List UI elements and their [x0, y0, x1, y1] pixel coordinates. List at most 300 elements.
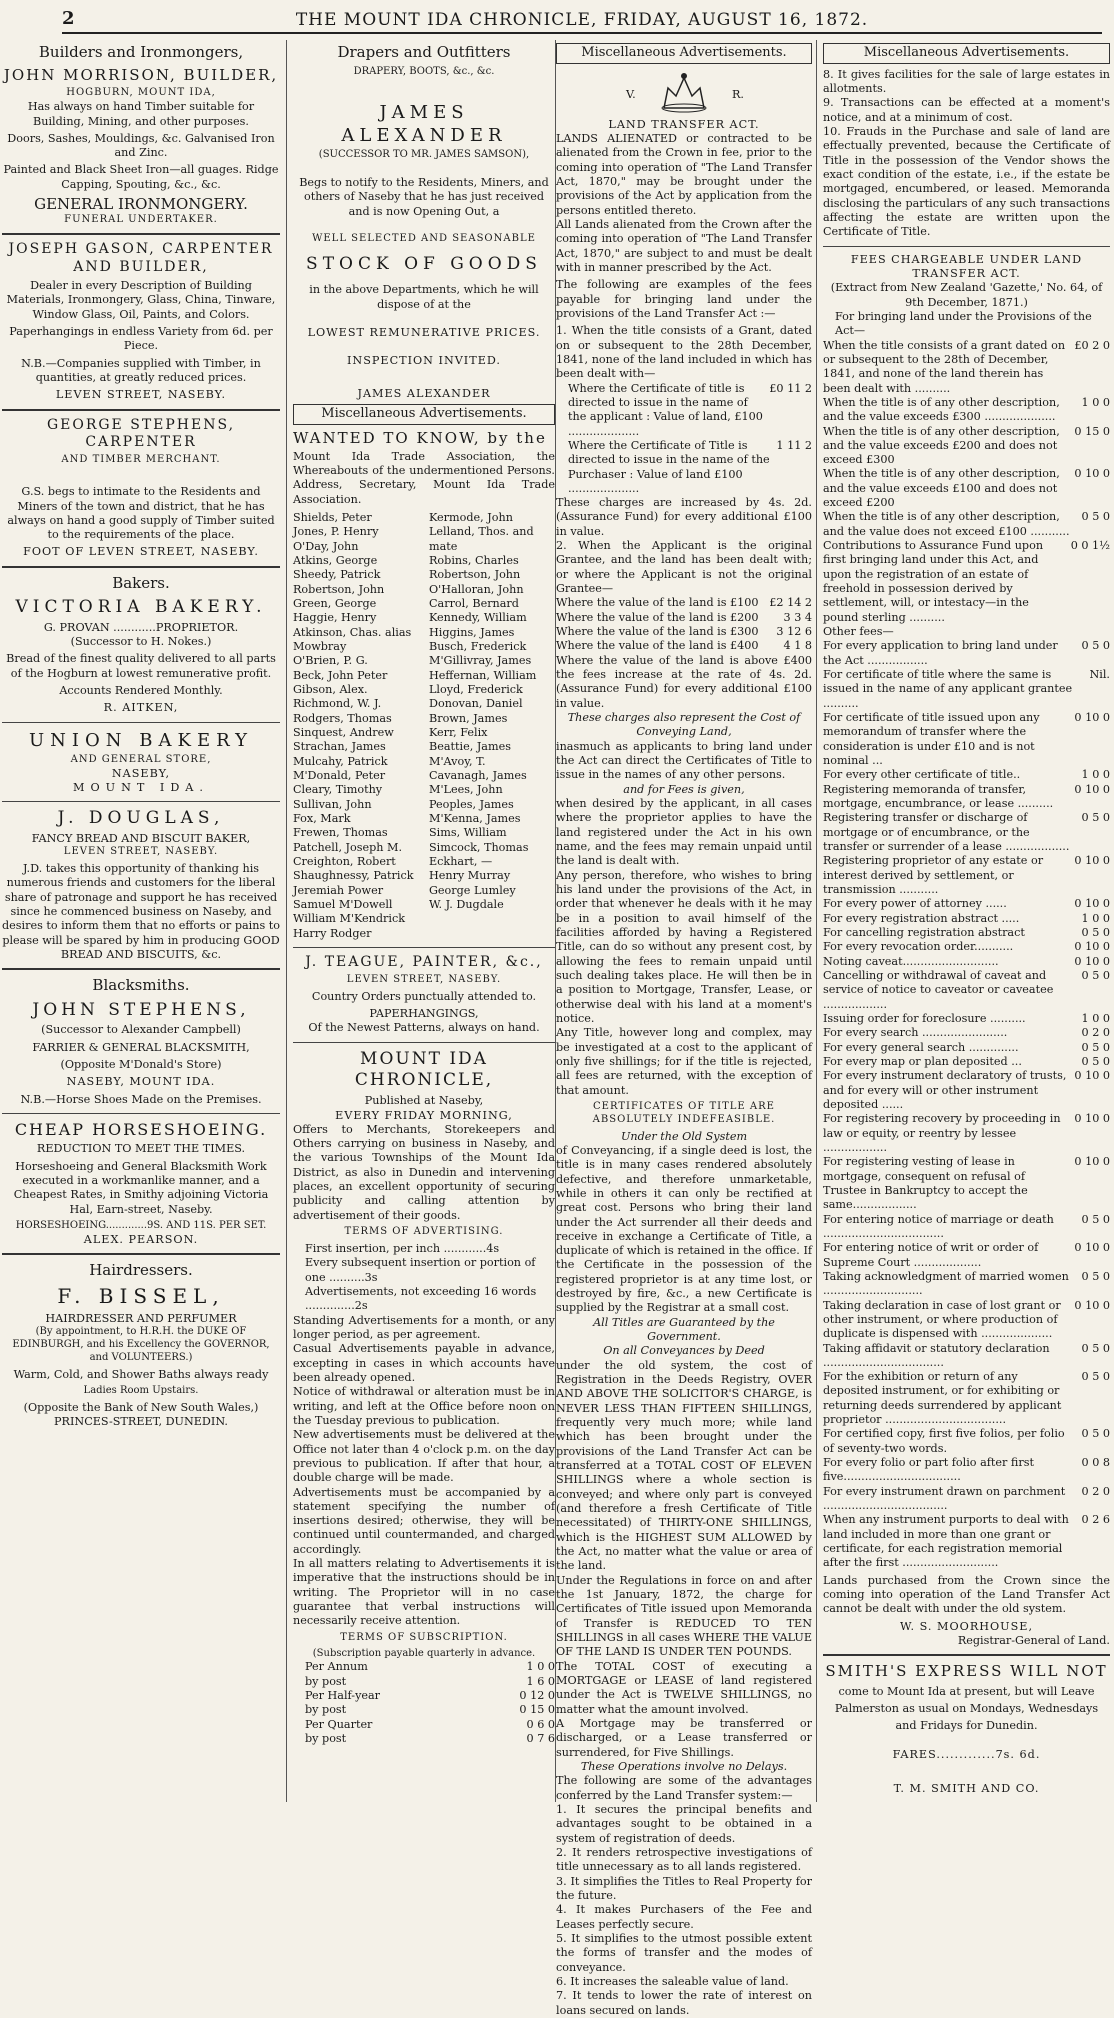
terms-every: Every subsequent insertion or portion of one ..........3s [305, 1256, 536, 1284]
wanted-names [293, 511, 555, 941]
wanted-name: Brown, James [429, 711, 508, 725]
value-amount: £2 14 2 [769, 596, 812, 610]
wanted-name: Peoples, James [429, 797, 514, 811]
fee-row [823, 711, 1110, 768]
act-p16: On all Conveyances by Deed [603, 1344, 765, 1358]
ad-smith-text3: and Fridays for Dunedin. [895, 1719, 1038, 1733]
subscription-row [305, 1718, 555, 1732]
subscription-label: Per Annum [305, 1660, 368, 1674]
subscription-amount: 1 6 0 [526, 1674, 555, 1688]
fee-row [823, 539, 1110, 625]
wanted-name: Kennedy, William [429, 611, 527, 625]
masthead [62, 8, 1102, 34]
divider [823, 246, 1110, 247]
wanted-name: Rodgers, Thomas [293, 711, 392, 725]
ad-morrison-name: JOHN MORRISON, BUILDER, [3, 66, 279, 85]
fee-row [823, 1485, 1110, 1514]
fee-amount: 0 5 0 [1081, 968, 1110, 982]
fee-row [823, 1069, 1110, 1112]
section-heading-misc: Miscellaneous Advertisements. [293, 404, 555, 425]
divider [2, 409, 280, 411]
divider [2, 233, 280, 235]
wanted-name: Shields, Peter [293, 511, 372, 525]
ad-gstephens-name: GEORGE STEPHENS, CARPENTER [46, 416, 236, 451]
fee-row [823, 1342, 1110, 1371]
fee-row [823, 396, 1110, 425]
terms-all-matters: In all matters relating to Advertisements it is imperative that the instructions should be in writing. The Proprietor will in no case guarantee that verbal instructions will necessarily receive attention. [293, 1557, 555, 1628]
column-rule [816, 40, 817, 1802]
ad-smith-sig: T. M. SMITH AND CO. [893, 1781, 1040, 1795]
ad-smith-fares: FARES.............7s. 6d. [892, 1747, 1041, 1761]
fee-label: For registering vesting of lease in mortgage, consequent on refusal of Trustee in Bankruptcy to accept the same.................. [823, 1155, 1028, 1212]
value-table [556, 596, 812, 653]
fee-label: When the title is of any other description, and the value does not exceed £100 ........... [823, 510, 1070, 538]
ad-morrison-text: Has always on hand Timber suitable for Building, Mining, and other purposes. [27, 100, 255, 128]
terms-ads16: Advertisements, not exceeding 16 words ..............2s [305, 1284, 537, 1313]
ad-pearson-sig: ALEX. PEARSON. [83, 1232, 199, 1246]
ad-morrison-address: HOGBURN, MOUNT IDA, [66, 87, 216, 99]
ad-smith-head: SMITH'S EXPRESS WILL NOT [825, 1662, 1108, 1681]
fee-label: For every registration abstract ..... [823, 911, 1020, 925]
fee-row [823, 811, 1110, 854]
section-heading: Drapers and Outfitters [337, 43, 511, 61]
ad-gstephens-address: FOOT OF LEVEN STREET, NASEBY. [23, 545, 259, 559]
wanted-name: Sullivan, John [293, 797, 372, 811]
wanted-name: O'Day, John [293, 539, 359, 553]
terms-standing: Standing Advertisements for a month, or any longer period, as per agreement. [293, 1313, 555, 1341]
ad-morrison-doors: Doors, Sashes, Mouldings, &c. Galvanised Iron and Zinc. [7, 131, 275, 160]
act-p21: These Operations involve no Delays. [580, 1759, 788, 1773]
act-p10: and for Fees is given, [623, 782, 745, 796]
ad-teague-name: J. TEAGUE, PAINTER, &c., [305, 953, 543, 970]
fees-extract: (Extract from New Zealand 'Gazette,' No. 64, of 9th December, 1871.) [830, 281, 1103, 309]
fee-label: Noting caveat........................... [823, 954, 999, 968]
fee-amount: 0 5 0 [1081, 1341, 1110, 1355]
fee-row [823, 912, 1110, 926]
fee-label: When the title is of any other description, and the value exceeds £300 .................... [823, 395, 1060, 424]
fee-label: When any instrument purports to deal with land included in more than one grant or certificate, for each registration memorial after the first ........................... [823, 1513, 1069, 1570]
terms-first: First insertion, per inch ............4s [305, 1241, 500, 1255]
advantage-item: 10. Frauds in the Purchase and sale of land are effectually prevented, because the Certificate of Title in the possession of the Vendor shows the exact condition of the estate, i.e., if the estate be mortgaged, encumbered, or leased. Memoranda disclosing the particulars of any such transactions affecting the estate are written upon the Certificate of Title. [823, 124, 1110, 239]
subscription-row [305, 1675, 555, 1689]
fees-moorhouse: W. S. MOORHOUSE, [900, 1619, 1033, 1633]
wanted-name: Higgins, James [429, 625, 515, 639]
ad-alexander-succ: (SUCCESSOR TO MR. JAMES SAMSON), [318, 149, 530, 161]
act-p20: A Mortgage may be transferred or discharged, or a Lease transferred or surrendered, for Five Shillings. [556, 1716, 812, 1759]
fee-amount: £0 2 0 [1074, 338, 1110, 352]
terms-accompanied: Advertisements must be accompanied by a statement specifying the number of insertions desired; otherwise, they will be continued until countermanded, and charged accordingly. [293, 1485, 555, 1556]
fee-amount: 0 5 0 [1081, 639, 1110, 653]
ad-victoria-name: VICTORIA BAKERY. [15, 597, 267, 617]
ad-general-ironmongery: GENERAL IRONMONGERY. [34, 195, 248, 214]
fee-row [823, 668, 1110, 711]
ad-cheap-horseshoeing: CHEAP HORSESHOEING. [14, 1119, 268, 1139]
advantage-item: 9. Transactions can be effected at a moment's notice, and at a minimum of cost. [823, 96, 1110, 124]
advantage-item: 8. It gives facilities for the sale of large estates in allotments. [823, 67, 1110, 95]
wanted-name: Busch, Frederick [429, 640, 527, 654]
terms-subscription: TERMS OF SUBSCRIPTION. [340, 1631, 508, 1643]
ad-morrison-paint: Painted and Black Sheet Iron—all guages. Ridge Capping, Spouting, &c., &c. [3, 163, 279, 191]
fee-label: For entering notice of writ or order of Supreme Court ................... [823, 1241, 1039, 1269]
ad-victoria-prop: G. PROVAN ............PROPRIETOR. [43, 620, 239, 634]
ad-chronicle-name: MOUNT IDA CHRONICLE, [354, 1048, 494, 1091]
act-p12: Any person, therefore, who wishes to bring his land under the provisions of the Act, in order that whenever he deals with it he may be in a position to avail himself of the facilities afforded by having a Registered Title, can do so without any present cost, by allowing the fees to remain unpaid until such dealing takes place. He will then be in a position to Mortgage, Transfer, Lease, or otherwise deal with his land at a moment's notice. [556, 868, 812, 1025]
ad-teague-address: LEVEN STREET, NASEBY. [346, 973, 502, 985]
wanted-name: Robins, Charles [429, 554, 519, 568]
divider [293, 1042, 555, 1043]
divider [2, 1113, 280, 1114]
divider [2, 968, 280, 970]
fee-amount: 0 10 0 [1074, 940, 1110, 954]
ad-newest: Of the Newest Patterns, always on hand. [308, 1021, 540, 1035]
fee-row: Where the Certificate of title is directed to issue in the name of the applicant : Value of land, £100 .................... £0 11 2 [568, 381, 812, 438]
value-row [556, 639, 812, 653]
advantage-item: 1. It secures the principal benefits and advantages sought to be obtained in a system of registration of deeds. [556, 1802, 812, 1845]
fee-label: When the title is of any other description, and the value exceeds £100 and does not exceed £200 [823, 467, 1060, 510]
ad-drapery-sub: DRAPERY, BOOTS, &c., &c. [353, 66, 495, 78]
crown-icon [654, 68, 714, 114]
ad-farrier-opp: (Opposite M'Donald's Store) [60, 1057, 222, 1071]
ad-gason-address: LEVEN STREET, NASEBY. [55, 388, 227, 402]
subscription-label: Per Half-year [305, 1689, 381, 1703]
wanted-name: Haggie, Henry [293, 611, 377, 625]
advantages-list-cont [823, 68, 1110, 240]
ad-chronicle-text: Offers to Merchants, Storekeepers and Others carrying on business in Naseby, and the various Townships of the Mount Ida District, as also in Dunedin and intervening places, an excellent opportunity of securing publicity and calling attention by advertisement of their goods. [293, 1122, 555, 1222]
subscription-amount: 0 7 6 [526, 1732, 555, 1746]
wanted-name: William M'Kendrick [293, 912, 405, 926]
act-p1: LANDS ALIENATED or contracted to be alienated from the Crown in fee, prior to the coming into operation of "The Land Transfer Act, 1870," may be brought under the provisions of the Act by application from the persons entitled thereto. [556, 131, 812, 217]
section-heading-misc: Miscellaneous Advertisements. [823, 43, 1110, 64]
column-builders [2, 40, 280, 1802]
fee-row [823, 1055, 1110, 1069]
fee-row [823, 1012, 1110, 1026]
fee-row [823, 510, 1110, 539]
fee-row [823, 897, 1110, 911]
fee-row [823, 1041, 1110, 1055]
ad-douglas-sub: FANCY BREAD AND BISCUIT BAKER, [31, 831, 251, 845]
fee-amount: 0 5 0 [1081, 1427, 1110, 1441]
fee-row [823, 639, 1110, 668]
act-cert: CERTIFICATES OF TITLE ARE ABSOLUTELY INDEFEASIBLE. [592, 1100, 776, 1125]
fee-label: For every map or plan deposited ... [823, 1054, 1022, 1068]
fee-amount: 0 10 0 [1074, 954, 1110, 968]
fees-heading: FEES CHARGEABLE UNDER LAND TRANSFER ACT. [850, 252, 1083, 280]
advantage-item: 6. It increases the saleable value of land. [556, 1974, 789, 1988]
ad-jstephens-succ: (Successor to Alexander Campbell) [41, 1023, 241, 1037]
fee-row [823, 1370, 1110, 1427]
fee-label: Registering proprietor of any estate or interest derived by settlement, or transmission ........... [823, 854, 1044, 896]
wanted-name: Kerr, Felix [429, 726, 488, 740]
subscription-row [305, 1732, 555, 1746]
act-p22: The following are some of the advantages conferred by the Land Transfer system:— [556, 1774, 812, 1802]
fee-row [823, 1155, 1110, 1212]
subscription-row [305, 1703, 555, 1717]
fee-amount: 0 5 0 [1081, 1370, 1110, 1384]
divider [2, 1253, 280, 1255]
divider [293, 947, 555, 948]
fee-row [823, 467, 1110, 510]
value-label: Where the value of the land is £300 [556, 625, 759, 639]
fee-label: For every application to bring land under the Act ................. [823, 639, 1058, 667]
wanted-name: M'Avoy, T. [429, 754, 486, 768]
wanted-names-left [293, 511, 419, 941]
ad-union-name: UNION BAKERY [29, 729, 253, 751]
wanted-name: Atkins, George [293, 554, 378, 568]
advantage-item: 7. It tends to lower the rate of interest on loans secured on lands. [556, 1989, 812, 2017]
wanted-name: Eckhart, — [429, 855, 493, 869]
act-p5: These charges are increased by 4s. 2d. (Assurance Fund) for every additional £100 in value. [556, 496, 812, 538]
fee-amount: 0 10 0 [1074, 711, 1110, 725]
fee-label: Contributions to Assurance Fund upon first bringing land under this Act, and upon the registration of an estate of freehold in possession derived by settlement, will, or intestacy—in the pound sterling .......... [823, 539, 1044, 624]
value-row [556, 596, 812, 610]
fee-amount: 0 2 0 [1081, 1484, 1110, 1498]
ad-union-mount: MOUNT IDA. [73, 780, 209, 794]
column-rule [286, 40, 287, 1802]
divider [2, 801, 280, 802]
ad-alexander-name: JAMES ALEXANDER [341, 101, 507, 147]
wanted-name: Lloyd, Frederick [429, 683, 523, 697]
fee-row [823, 339, 1110, 396]
fee-amount: 0 5 0 [1081, 510, 1110, 524]
advantage-item: 5. It simplifies to the utmost possible extent the forms of transfer and the modes of conveyance. [556, 1931, 812, 1974]
fee-amount: 0 10 0 [1074, 467, 1110, 481]
terms-notice: Notice of withdrawal or alteration must be in writing, and left at the Office before noon on the Tuesday previous to publication. [293, 1385, 555, 1427]
ad-alexander-lowest: LOWEST REMUNERATIVE PRICES. [307, 326, 541, 340]
divider [2, 566, 280, 568]
wanted-name: Kermode, John [429, 511, 513, 525]
act-p19: The TOTAL COST of executing a MORTGAGE or LEASE of land registered under the Act is TWELVE SHILLINGS, no matter what the amount involved. [556, 1659, 812, 1716]
fee-amount: 0 5 0 [1081, 925, 1110, 939]
wanted-name: Heffernan, William [429, 668, 537, 682]
ad-paperhangings: PAPERHANGINGS, [369, 1007, 479, 1021]
section-heading: Builders and Ironmongers, [38, 43, 244, 61]
terms-advertising: TERMS OF ADVERTISING. [344, 1226, 504, 1238]
ad-douglas-text: J.D. takes this opportunity of thanking his numerous friends and customers for the liberal share of patronage and support he has received since he commenced business on Naseby, and desires to inform them that no efforts or pains to please will be spared by him in producing GOOD BREAD AND BISCUITS, &c. [2, 862, 280, 962]
act-p6: 2. When the Applicant is the original Grantee, and the land has been dealt with; or where the Applicant is not the original Grantee— [556, 539, 812, 596]
fee-row [823, 1299, 1110, 1342]
act-p18: Under the Regulations in force on and after the 1st January, 1872, the charge for Certificates of Title issued upon Memoranda of Transfer is REDUCED TO TEN SHILLINGS in all cases WHERE THE VALUE OF THE LAND IS UNDER TEN POUNDS. [556, 1573, 812, 1659]
fee-label: For every general search .............. [823, 1040, 1019, 1054]
section-heading-blacksmiths: Blacksmiths. [92, 976, 190, 995]
wanted-name: Strachan, James [293, 740, 386, 754]
fee-row [823, 425, 1110, 468]
section-heading-misc: Miscellaneous Advertisements. [556, 43, 812, 64]
fee-row [823, 1513, 1110, 1570]
fee-amount: 0 5 0 [1081, 1040, 1110, 1054]
ad-bissel-sub: HAIRDRESSER AND PERFUMER [45, 1311, 237, 1325]
ad-farrier: FARRIER & GENERAL BLACKSMITH, [32, 1040, 250, 1054]
ad-wanted-text: Mount Ida Trade Association, the Whereabouts of the undermentioned Persons. Address, Secretary, Mount Ida Trade Association. [293, 449, 555, 506]
wanted-name: Green, George [293, 597, 377, 611]
fee-amount: 0 5 0 [1081, 1212, 1110, 1226]
fee-label: For every search ........................ [823, 1026, 1008, 1040]
wanted-name: Donovan, Daniel [429, 697, 523, 711]
wanted-name: M'Kenna, James [429, 812, 521, 826]
ad-bissel-baths: Warm, Cold, and Shower Baths always ready [13, 1367, 269, 1381]
wanted-name: O'Brien, P. G. [293, 654, 368, 668]
fee-label: Issuing order for foreclosure .......... [823, 1011, 1026, 1025]
column-land-transfer [556, 40, 812, 2017]
section-heading-hairdressers: Hairdressers. [89, 1261, 193, 1280]
fees-purchased: Lands purchased from the Crown since the coming into operation of the Land Transfer Act cannot be dealt with under the old system. [823, 1573, 1110, 1616]
fee-row: Where the Certificate of Title is directed to issue in the name of the Purchaser : Value of land £100 .................... 1 11 2 [568, 438, 812, 495]
ad-douglas-name: J. DOUGLAS, [57, 808, 225, 829]
wanted-name: Creighton, Robert [293, 855, 396, 869]
ad-victoria-succ: (Successor to H. Nokes.) [70, 635, 212, 649]
fee-row [823, 768, 1110, 782]
act-p2: All Lands alienated from the Crown after the coming into operation of "The Land Transfer Act, 1870," are subject to and must be dealt with in manner prescribed by the Act. [556, 217, 812, 274]
fee-label: For the exhibition or return of any deposited instrument, or for exhibiting or returning deeds surrendered by applicant proprietor .................................. [823, 1370, 1062, 1427]
fee-row [823, 1213, 1110, 1242]
wanted-names-right [429, 511, 555, 941]
wanted-name: Fox, Mark [293, 812, 351, 826]
fee-amount: 0 2 6 [1081, 1513, 1110, 1527]
fees-table [823, 339, 1110, 1571]
fee-row [823, 1270, 1110, 1299]
ad-bissel-ladies: Ladies Room Upstairs. [83, 1385, 199, 1397]
fee-amount: 0 15 0 [1074, 424, 1110, 438]
fee-amount: 1 0 0 [1081, 768, 1110, 782]
fee-label: Cancelling or withdrawal of caveat and service of notice to caveator or caveatee .................. [823, 968, 1054, 1011]
ad-chronicle-published: Published at Naseby, [364, 1094, 484, 1108]
subscription-row [305, 1660, 555, 1674]
wanted-name: Sims, William [429, 826, 507, 840]
ad-alexander-stock: STOCK OF GOODS [306, 253, 542, 274]
act-p7: Where the value of the land is above £400 the fees increase at the rate of 4s. 2d. (Assurance Fund) for every additional £100 in value. [556, 653, 812, 710]
value-label: Where the value of the land is £200 [556, 610, 759, 624]
ad-gason-nb: N.B.—Companies supplied with Timber, in quantities, at greatly reduced prices. [21, 356, 261, 384]
wanted-name: Jeremiah Power [293, 883, 384, 897]
wanted-name: Frewen, Thomas [293, 826, 388, 840]
act-old: Under the Old System [620, 1129, 748, 1143]
fee-row [823, 969, 1110, 1012]
advantage-item: 4. It makes Purchasers of the Fee and Leases perfectly secure. [556, 1903, 812, 1931]
page-number: 2 [62, 8, 75, 29]
fee-amount: 1 0 0 [1081, 911, 1110, 925]
fee-amount: 0 10 0 [1074, 897, 1110, 911]
fee-amount: Nil. [1089, 668, 1110, 682]
fee-amount: 0 5 0 [1081, 1054, 1110, 1068]
subscription-label: by post [305, 1674, 347, 1688]
divider [823, 1654, 1110, 1656]
fee-label: For certificate of title where the same is issued in the name of any applicant grantee .......... [823, 668, 1073, 710]
fee-label: Registering transfer or discharge of mortgage or of encumbrance, or the transfer or surrender of a lease .................. [823, 811, 1070, 854]
subscription-amount: 0 12 0 [519, 1689, 555, 1703]
value-amount: 4 1 8 [783, 639, 812, 653]
fee-row [823, 1026, 1110, 1040]
ad-gason-name: JOSEPH GASON, CARPENTER AND BUILDER, [8, 241, 274, 276]
wanted-name: Cleary, Timothy [293, 783, 383, 797]
fee-amount: 0 0 8 [1081, 1456, 1110, 1470]
fee-label: When the title is of any other description, and the value exceeds £200 and does not exceed £300 [823, 424, 1060, 467]
fee-row [823, 854, 1110, 897]
royal-crest: V. R. [556, 68, 812, 118]
fee-label: For cancelling registration abstract [823, 925, 1025, 939]
act-p17: under the old system, the cost of Registration in the Deeds Registry, OVER AND ABOVE THE SOLICITOR'S CHARGE, is NEVER LESS THAN FIFTEEN SHILLINGS, frequently very much more; while land which has been brought under the provisions of the Land Transfer Act can be transferred at a TOTAL COST OF ELEVEN SHILLINGS where a whole section is conveyed; and where only part is conveyed (and therefore a fresh Certificate of Title necessitated) of THIRTY-ONE SHILLINGS, which is the HIGHEST SUM ALLOWED by the Act, no matter what the value or area of the land. [556, 1358, 812, 1573]
wanted-name: W. J. Dugdale [429, 898, 504, 911]
act-p14: of Conveyancing, if a single deed is lost, the title is in many cases rendered absolutely defective, and therefore unmarketable, while in others it can only be rectified at great cost. Persons who bring their land under the Act surrender all their deeds and receive in exchange a Certificate of Title, a duplicate of which is retained in the office. If the Certificate in the possession of the registered proprietor is at any time lost, or destroyed by fire, &c., a new Certificate is supplied by the Registrar at a small cost. [556, 1143, 812, 1315]
ad-victoria-accts: Accounts Rendered Monthly. [59, 684, 223, 698]
fee-label: For certificate of title issued upon any memorandum of transfer where the consideration is under £10 and is not nominal ... [823, 711, 1040, 768]
ad-farrier-town: NASEBY, MOUNT IDA. [66, 1075, 216, 1089]
fee-amount: 0 10 0 [1074, 1069, 1110, 1083]
value-row [556, 625, 812, 639]
wanted-name: Simcock, Thomas [429, 840, 529, 854]
ad-victoria-text: Bread of the finest quality delivered to all parts of the Hogburn at lowest remunerative profit. [6, 652, 276, 680]
fee-amount: 0 2 0 [1081, 1026, 1110, 1040]
ad-alexander-well: WELL SELECTED AND SEASONABLE [312, 232, 536, 244]
subscription-row [305, 1689, 555, 1703]
value-label: Where the value of the land is £100 [556, 596, 759, 610]
ad-gason-text: Dealer in every Description of Building Materials, Ironmongery, Glass, China, Tinware, Window Glass, Oil, Paints, and Colors. [6, 278, 276, 321]
ad-alexander-inspection: INSPECTION INVITED. [347, 354, 501, 368]
act-p8: These charges also represent the Cost of Conveying Land, [567, 711, 801, 739]
fee-amount: 1 0 0 [1081, 1011, 1110, 1025]
fees-bringing: For bringing land under the Provisions of the Act— [835, 309, 1092, 338]
advantage-item: 2. It renders retrospective investigations of title unnecessary as to all lands registered. [556, 1845, 812, 1874]
ad-bissel-appt: (By appointment, to H.R.H. the DUKE OF EDINBURGH, and his Excellency the GOVERNOR, and VOLUNTEERS.) [12, 1326, 270, 1363]
wanted-name: Richmond, W. J. [293, 697, 382, 711]
ad-aitken: R. AITKEN, [103, 701, 179, 715]
terms-new-ads: New advertisements must be delivered at the Office not later than 4 o'clock p.m. on the day previous to publication. If after that hour, a double charge will be made. [293, 1428, 555, 1485]
section-heading-bakers: Bakers. [112, 573, 170, 592]
act-p9: inasmuch as applicants to bring land under the Act can direct the Certificates of Title to issue in the names of any other persons. [556, 739, 812, 782]
wanted-name: Mulcahy, Patrick [293, 754, 388, 768]
wanted-name: Jones, P. Henry [293, 525, 379, 539]
act-title: LAND TRANSFER ACT. [608, 117, 760, 131]
ad-union-sub: AND GENERAL STORE, [70, 753, 212, 765]
wanted-name: Lelland, Thos. and mate [429, 525, 534, 553]
ad-chronicle-every: EVERY FRIDAY MORNING, [335, 1108, 513, 1122]
fee-amount: 0 5 0 [1081, 1269, 1110, 1283]
act-p4: 1. When the title consists of a Grant, dated on or subsequent to the 28th December, 1841, none of the land included in which has been dealt with— [556, 324, 812, 381]
wanted-name: M'Gillivray, James [429, 654, 532, 668]
fee-label: For every other certificate of title.. [823, 768, 1021, 782]
divider [2, 722, 280, 723]
subscription-amount: 1 0 0 [526, 1660, 555, 1674]
value-label: Where the value of the land is £400 [556, 639, 759, 653]
ad-jstephens-name: JOHN STEPHENS, [32, 999, 250, 1020]
ad-union-town: NASEBY, [111, 766, 171, 780]
fee-label: Registering memoranda of transfer, mortgage, encumbrance, or lease .......... [823, 782, 1054, 811]
fee-label: Taking acknowledgment of married women ............................ [823, 1269, 1069, 1298]
act-p3: The following are examples of the fees payable for bringing land under the provisions of the Land Transfer Act :— [556, 278, 812, 320]
fee-label: When the title consists of a grant dated on or subsequent to the 28th of December, 1841, and none of the land therein has been dealt with .......... [823, 338, 1066, 395]
wanted-name: Carrol, Bernard [429, 597, 519, 611]
fee-row [823, 625, 1110, 639]
ad-bissel-name: F. BISSEL, [57, 1284, 225, 1309]
wanted-name: Beck, John Peter [293, 668, 388, 682]
newspaper-title: THE MOUNT IDA CHRONICLE, FRIDAY, AUGUST 16, 1872. [295, 10, 869, 30]
ad-funeral: FUNERAL UNDERTAKER. [64, 214, 218, 226]
wanted-name: M'Donald, Peter [293, 769, 386, 783]
fee-label: For every instrument declaratory of trusts, and for every will or other instrument deposited ...... [823, 1069, 1067, 1111]
subscription-label: Per Quarter [305, 1717, 373, 1731]
wanted-name: Patchell, Joseph M. [293, 840, 403, 854]
fee-amount: 0 10 0 [1074, 1112, 1110, 1126]
ad-alexander-sig: JAMES ALEXANDER [357, 386, 491, 400]
value-amount: 3 3 4 [783, 610, 812, 624]
wanted-name: Gibson, Alex. [293, 683, 368, 697]
fee-amount: 0 5 0 [1081, 811, 1110, 825]
column-fees [823, 40, 1110, 1802]
fee-row [823, 1241, 1110, 1270]
wanted-name: Shaughnessy, Patrick [293, 869, 414, 883]
wanted-name: Beattie, James [429, 740, 511, 754]
fee-amount: 1 0 0 [1081, 395, 1110, 409]
fee-label: For every folio or part folio after first five................................. [823, 1456, 1034, 1484]
fee-label: Taking declaration in case of lost grant or other instrument, or where production of duplicate is dispensed with .................... [823, 1298, 1061, 1341]
